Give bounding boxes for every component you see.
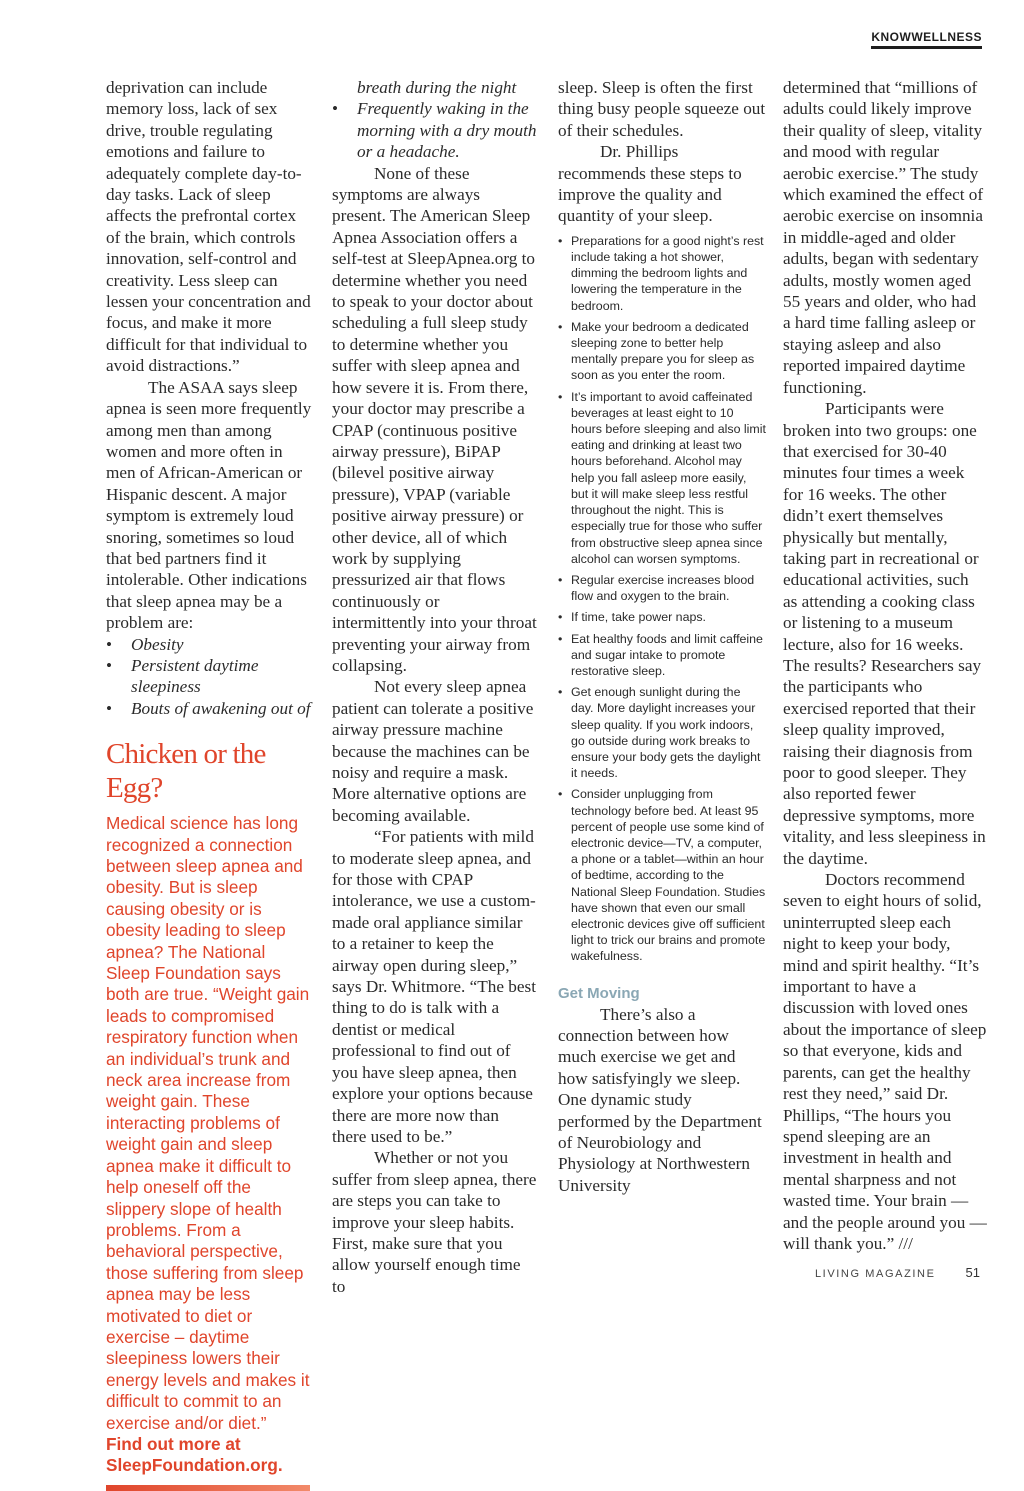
col3-paragraph-1: sleep. Sleep is often the first thing busy people squeeze out of their schedules. (558, 78, 766, 140)
column-4 (783, 77, 987, 1254)
col1-paragraph-2: The ASAA says sleep apnea is seen more frequently among men than among women and more often in men of African-American or Hispanic descent. A major symptom is extremely loud snoring, sometimes so loud that bed partners find it intolerable. Other indications that sleep apnea may be a problem are: (106, 377, 312, 633)
tip-item: • Consider unplugging from technology before bed. At least 95 percent of people use some kind of electronic device—TV, a computer, a phone or a tablet—within an hour of bedtime, according to the National Sleep Foundation. Studies have shown that even our small electronic devices give off sufficient light to trick our brains and promote wakefulness. (558, 786, 766, 964)
section-tag-know: KNOW (871, 30, 912, 44)
section-tag (871, 30, 982, 49)
sleep-tips-list (558, 233, 766, 965)
col3-paragraph-3: There’s also a connection between how much exercise we get and how satisfyingly we sleep. One dynamic study performed by the Department of Neurobiology and Physiology at Northwestern University (558, 1004, 762, 1195)
tip-item: • Preparations for a good night’s rest include taking a hot shower, dimming the bedroom lights and lowering the temperature in the bedroom. (558, 233, 766, 314)
section-tag-wellness: WELLNESS (911, 30, 982, 44)
col2-paragraph-1: None of these symptoms are always present. The American Sleep Apnea Association offers a self-test at SleepApnea.org to determine whether you need to speak to your doctor about scheduling a full sleep study to determine whether you suffer with sleep apnea and how severe it is. From there, your doctor may prescribe a CPAP (continuous positive airway pressure), BiPAP (bilevel positive airway pressure), VPAP (variable positive airway pressure) or other device, all of which work by supplying pressurized air that flows continuously or intermittently into your throat preventing your airway from collapsing. (332, 163, 537, 675)
symptom-item-sleepiness: • Persistent daytime sleepiness (106, 655, 312, 698)
page-footer (815, 1265, 980, 1280)
tip-item: • It’s important to avoid caffeinated beverages at least eight to 10 hours before sleeping and also limit eating and drinking at least two hours beforehand. Alcohol may help you fall asleep more easily, but it will make sleep less restful throughout the night. This is especially true for those who suffer from obstructive sleep apnea since alcohol can worsen symptoms. (558, 389, 766, 567)
tip-item: • Regular exercise increases blood flow and oxygen to the brain. (558, 572, 766, 604)
col2-paragraph-4: Whether or not you suffer from sleep apnea, there are steps you can take to improve your sleep habits. First, make sure that you allow yourself enough time to (332, 1148, 537, 1296)
sidebar-title: Chicken or the Egg? (106, 738, 266, 805)
publication-name: LIVING MAGAZINE (814, 1268, 936, 1280)
symptom-list (106, 634, 312, 720)
page-number: 51 (965, 1265, 980, 1280)
symptom-item-obesity: • Obesity (106, 634, 312, 655)
symptom-item-waking: • Frequently waking in the morning with a dry mouth or a headache. (332, 98, 537, 162)
symptom-list-continued (332, 98, 537, 162)
symptom-item-awakening: • Bouts of awakening out of (106, 698, 312, 719)
sidebar-cta (106, 1434, 312, 1477)
col2-paragraph-3: “For patients with mild to moderate sleep apnea, and for those with CPAP intolerance, we use a custom-made oral appliance similar to a retainer to keep the airway open during sleep,” says Dr. Whitmore. “The best thing to do is talk with a dentist or medical professional to find out of you have sleep apnea, then explore your options because there are more now than there used to be.” (332, 827, 536, 1146)
sidebar-cta-line1: Find out more at (106, 1433, 241, 1454)
col4-paragraph-2: Participants were broken into two groups: one that exercised for 30-40 minutes four times a week for 16 weeks. The other didn’t exert themselves physically but mentally, taking part in recreational or educational activities, such as attending a cooking class or listening to a museum lecture, also for 16 weeks. The results? Researchers say the participants who exercised reported that their sleep quality improved, raising their diagnosis from poor to good sleeper. They also reported fewer depressive symptoms, more vitality, and less sleepiness in the daytime. (783, 399, 986, 868)
col3-paragraph-2: Dr. Phillips recommends these steps to improve the quality and quantity of your sleep. (558, 142, 742, 226)
column-3 (558, 77, 766, 1196)
col2-paragraph-2: Not every sleep apnea patient can tolerate a positive airway pressure machine because the machines can be noisy and require a mask. More alternative options are becoming available. (332, 677, 534, 825)
tip-item: • If time, take power naps. (558, 609, 766, 625)
sidebar-cta-link[interactable]: SleepFoundation.org. (106, 1455, 283, 1476)
col2-continued-bullet: breath during the night (357, 78, 517, 97)
col4-paragraph-3: Doctors recommend seven to eight hours of solid, uninterrupted sleep each night to keep your body, mind and spirit healthy. “It’s important to have a discussion with loved ones about the importance of sleep so that everyone, kids and parents, can get the healthy rest they need,” said Dr. Phillips, “The hours you spend sleeping are an investment in health and mental sharpness and not wasted time. Your brain — and the people around you — will thank you.” /// (783, 870, 987, 1253)
column-1 (106, 77, 312, 1491)
column-2 (332, 77, 537, 1297)
tip-item: • Eat healthy foods and limit caffeine and sugar intake to promote restorative sleep. (558, 631, 766, 680)
col4-paragraph-1: determined that “millions of adults could likely improve their quality of sleep, vitality and mood with regular aerobic exercise.” The study which examined the effect of aerobic exercise on insomnia in middle-aged and older adults, began with sedentary adults, mostly women aged 55 years and older, who had a hard time falling asleep or staying asleep and also reported impaired daytime functioning. (783, 78, 984, 397)
sidebar-box (106, 737, 312, 1491)
sidebar-accent-bar (106, 1485, 310, 1491)
col1-paragraph-1: deprivation can include memory loss, lack of sex drive, trouble regulating emotions and failure to adequately complete day-to-day tasks. Lack of sleep affects the prefrontal cortex of the brain, which controls innovation, self-control and creativity. Less sleep can lessen your concentration and focus, and make it more difficult for that individual to avoid distractions.” (106, 78, 311, 376)
tip-item: • Make your bedroom a dedicated sleeping zone to better help mentally prepare you for sleep as soon as you enter the room. (558, 319, 766, 384)
sidebar-body: Medical science has long recognized a connection between sleep apnea and obesity. But is sleep causing obesity or is obesity leading to sleep apnea? The National Sleep Foundation says both are true. “Weight gain leads to compromised respiratory function when an individual’s trunk and neck area increase from weight gain. These interacting problems of weight gain and sleep apnea make it difficult to help oneself off the slippery slope of health problems. From a behavioral perspective, those suffering from sleep apnea may be less motivated to diet or exercise – daytime sleepiness lowers their energy levels and makes it difficult to commit to an exercise and/or diet.” (106, 813, 310, 1433)
get-moving-subhead: Get Moving (558, 984, 640, 1002)
tip-item: • Get enough sunlight during the day. More daylight increases your sleep quality. If you work indoors, go outside during work breaks to ensure your body gets the daylight it needs. (558, 684, 766, 781)
